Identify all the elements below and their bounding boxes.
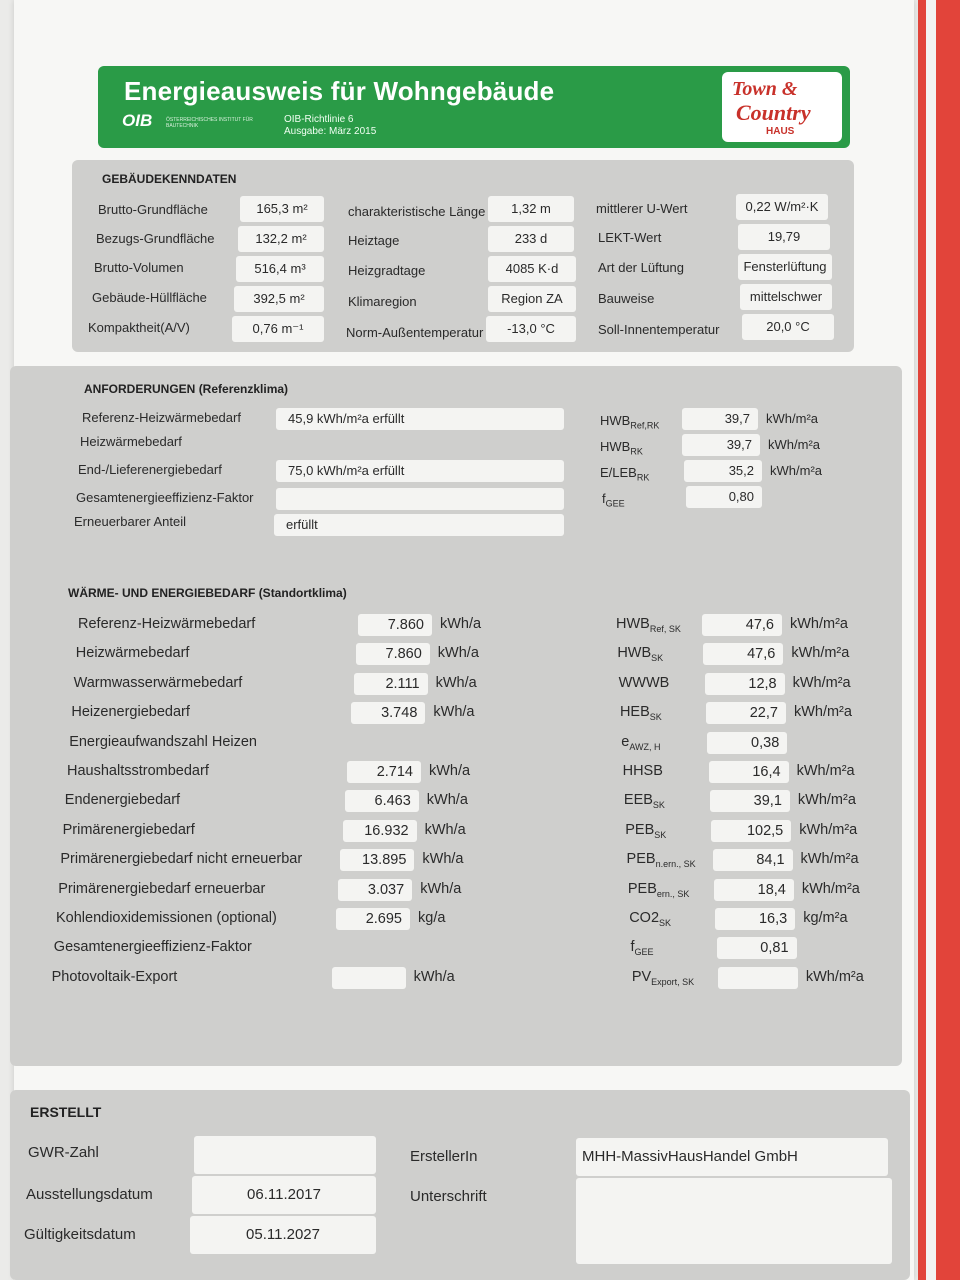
waerme-num: 47,6 [702,614,782,636]
gebaeude-label: Bauweise [598,291,655,306]
waerme-key: $PEB_{SK}$ [625,821,667,840]
waerme-num: 22,7 [706,702,786,724]
gebaeude-label: Norm-Außentemperatur [346,325,484,340]
waerme-unit2: kWh/m²a [801,880,860,897]
gebaeude-label: charakteristische Länge [348,204,486,219]
gebaeude-label: Klimaregion [348,294,417,309]
waerme-unit: kWh/a [424,821,466,838]
waerme-key: $HWB_{Ref, SK}$ [616,616,681,634]
waerme-key: $CO2_{SK}$ [629,910,672,928]
waerme-key: $PV_{Export, SK}$ [631,968,695,987]
oib-name: ÖSTERREICHISCHES INSTITUT FÜR BAUTECHNIK [166,117,253,129]
anf-label: Referenz-Heizwärmebedarf [82,410,241,425]
waerme-unit2: kWh/m²a [799,821,858,838]
waerme-subtitle: (Standortklima) [258,586,347,600]
gebaeude-value: 0,22 W/m²·K [736,194,828,220]
anf-unit: kWh/m²a [770,463,822,478]
gebaeude-value: 1,32 m [488,196,574,222]
gebaeude-label: Heiztage [348,233,400,248]
waerme-num: 18,4 [714,879,794,901]
gebaeudekenndaten-panel [72,160,854,352]
waerme-title [68,586,347,600]
waerme-unit2: kWh/m²a [791,645,850,662]
brand-line2: Country [736,100,811,125]
gueltig-value: 05.11.2027 [190,1216,376,1254]
brand-line3: HAUS [766,126,795,137]
anf-key: $E/LEB_{RK}$ [600,465,650,483]
waerme-label: Haushaltsstrombedarf [67,763,209,779]
gebaeude-value: 233 d [488,226,574,252]
gebaeude-value: 132,2 m² [238,226,324,252]
waerme-key: $e_{AWZ, H}$ [621,733,661,752]
waerme-value: 7.860 [356,643,430,665]
anf-num: 39,7 [682,408,758,430]
gebaeude-value: 516,4 m³ [236,256,324,282]
guideline-info [284,114,376,138]
waerme-unit2: kWh/m²a [790,616,848,632]
gebaeude-value: Fensterlüftung [738,254,832,280]
anf-num: 35,2 [684,460,762,482]
waerme-label: Primärenergiebedarf erneuerbar [58,880,266,897]
anf-key: $HWB_{Ref,RK}$ [600,413,660,431]
waerme-unit2: kg/m²a [803,910,848,926]
ersteller-value: MHH-MassivHausHandel GmbH [576,1138,888,1176]
waerme-unit: kWh/a [429,763,471,779]
waerme-unit2: kWh/m²a [797,792,856,809]
anf-label: Heizwärmebedarf [80,434,182,449]
gebaeude-label: Soll-Innentemperatur [598,322,720,337]
waerme-value [332,967,406,989]
waerme-num [718,967,798,989]
anf-value: 45,9 kWh/m²a erfüllt [276,408,564,430]
waerme-value: 7.860 [358,614,432,636]
gebaeude-value: 392,5 m² [234,286,324,312]
brand-line1: Town & [732,78,798,100]
gebaeude-title: GEBÄUDEKENNDATEN [102,172,237,186]
gebaeude-label: LEKT-Wert [598,230,662,245]
anf-key: $f_{GEE}$ [602,491,625,509]
waerme-num: 47,6 [703,643,783,665]
waerme-unit: kWh/a [433,704,475,721]
waerme-unit2: kWh/m²a [793,704,852,721]
waerme-num: 16,3 [715,908,795,930]
waerme-label: Kohlendioxidemissionen (optional) [56,910,277,926]
document-page [14,0,914,1280]
waerme-unit2: kWh/m²a [805,968,864,985]
waerme-label: Energieaufwandszahl Heizen [69,733,258,750]
anf-label: Erneuerbarer Anteil [74,514,187,529]
waerme-value: 13.895 [340,849,414,871]
red-folder-edge [918,0,960,1280]
anforderungen-subtitle: (Referenzklima) [198,382,289,396]
waerme-key: HHSB [622,763,663,779]
waerme-num: 0,81 [717,937,797,959]
waerme-unit: kg/a [418,910,446,926]
anforderungen-title [84,382,288,396]
gebaeude-label: Gebäude-Hüllfläche [92,290,207,305]
waerme-unit: kWh/a [440,616,482,632]
gwr-value [194,1136,376,1174]
waerme-unit: kWh/a [420,880,462,897]
gebaeude-value: 0,76 m⁻¹ [232,316,324,342]
ersteller-label: ErstellerIn [410,1148,478,1165]
waerme-value: 3.748 [351,702,425,724]
waerme-key: $PEB_{ern., SK}$ [627,880,690,899]
waerme-label: Photovoltaik-Export [51,968,178,985]
waerme-label: Endenergiebedarf [64,792,181,809]
waerme-label: Heizwärmebedarf [75,645,190,662]
guideline: OIB-Richtlinie 6 [284,114,354,125]
gebaeude-value: -13,0 °C [486,316,576,342]
waerme-value: 2.714 [347,761,421,783]
ausstellung-label: Ausstellungsdatum [26,1186,153,1203]
gebaeude-value: 20,0 °C [742,314,834,340]
edition: Ausgabe: März 2015 [284,126,377,137]
waerme-value: 6.463 [345,790,419,812]
erstellt-panel [10,1090,910,1280]
anf-unit: kWh/m²a [766,411,818,426]
gebaeude-value: 165,3 m² [240,196,324,222]
waerme-value: 16.932 [343,820,417,842]
waerme-label: Referenz-Heizwärmebedarf [78,616,256,632]
waerme-value: 3.037 [338,879,412,901]
anf-unit: kWh/m²a [768,437,820,452]
waerme-key: WWWB [618,674,670,691]
document-header [98,66,850,148]
waerme-unit: kWh/a [426,792,468,809]
gebaeude-label: Art der Lüftung [598,260,684,275]
waerme-unit: kWh/a [435,674,477,691]
ausstellung-value: 06.11.2017 [192,1176,376,1214]
anf-num: 39,7 [682,434,760,456]
gebaeude-value: 19,79 [738,224,830,250]
unterschrift-field [576,1178,892,1264]
waerme-unit2: kWh/m²a [792,674,851,691]
waerme-key: $HEB_{SK}$ [619,704,662,723]
gueltig-label: Gültigkeitsdatum [24,1226,136,1243]
waerme-num: 0,38 [707,732,787,754]
anf-value: erfüllt [274,514,564,536]
waerme-key: $f_{GEE}$ [630,939,654,958]
waerme-key: $PEB_{n.ern., SK}$ [626,851,696,870]
anf-label: End-/Lieferenergiebedarf [78,462,222,477]
gebaeude-label: Brutto-Volumen [94,260,184,275]
brand-logo [722,72,842,142]
anf-num: 0,80 [686,486,762,508]
anforderungen-heading: ANFORDERUNGEN [84,382,196,396]
anf-key: $HWB_{RK}$ [600,439,643,457]
anf-value: 75,0 kWh/m²a erfüllt [276,460,564,482]
unterschrift-label: Unterschrift [410,1188,487,1205]
gwr-label: GWR-Zahl [28,1144,99,1161]
waerme-label: Heizenergiebedarf [71,704,190,721]
document-title: Energieausweis für Wohngebäude [124,76,555,106]
waerme-label: Primärenergiebedarf nicht erneuerbar [60,851,303,868]
gebaeude-label: Heizgradtage [348,263,426,278]
waerme-heading: WÄRME- UND ENERGIEBEDARF [68,586,256,600]
gebaeude-value: Region ZA [488,286,576,312]
waerme-value: 2.111 [354,673,428,695]
waerme-label: Gesamtenergieeffizienz-Faktor [53,939,252,956]
gebaeude-value: mittelschwer [740,284,832,310]
oib-logo: OIB [122,111,153,130]
waerme-num: 39,1 [710,790,790,812]
waerme-unit: kWh/a [413,968,455,985]
gebaeude-label: Kompaktheit(A/V) [88,320,190,335]
waerme-value: 2.695 [336,908,410,930]
waerme-label: Warmwasserwärmebedarf [73,674,243,691]
anforderungen-waerme-panel [10,366,902,1066]
waerme-num: 12,8 [705,673,785,695]
gebaeude-label: mittlerer U-Wert [596,201,688,216]
waerme-num: 16,4 [709,761,789,783]
gebaeude-value: 4085 K·d [488,256,576,282]
waerme-unit2: kWh/m²a [796,763,855,779]
waerme-key: $HWB_{SK}$ [617,645,664,664]
waerme-label: Primärenergiebedarf [62,821,195,838]
waerme-unit: kWh/a [422,851,464,868]
anf-value [276,488,564,510]
gebaeude-label: Bezugs-Grundfläche [96,231,215,246]
waerme-key: $EEB_{SK}$ [623,792,665,811]
waerme-unit2: kWh/m²a [800,851,859,868]
gebaeude-label: Brutto-Grundfläche [98,202,208,217]
waerme-unit: kWh/a [437,645,479,662]
anf-label: Gesamtenergieeffizienz-Faktor [76,490,254,505]
erstellt-title: ERSTELLT [30,1104,102,1120]
waerme-num: 102,5 [711,820,791,842]
waerme-num: 84,1 [713,849,793,871]
